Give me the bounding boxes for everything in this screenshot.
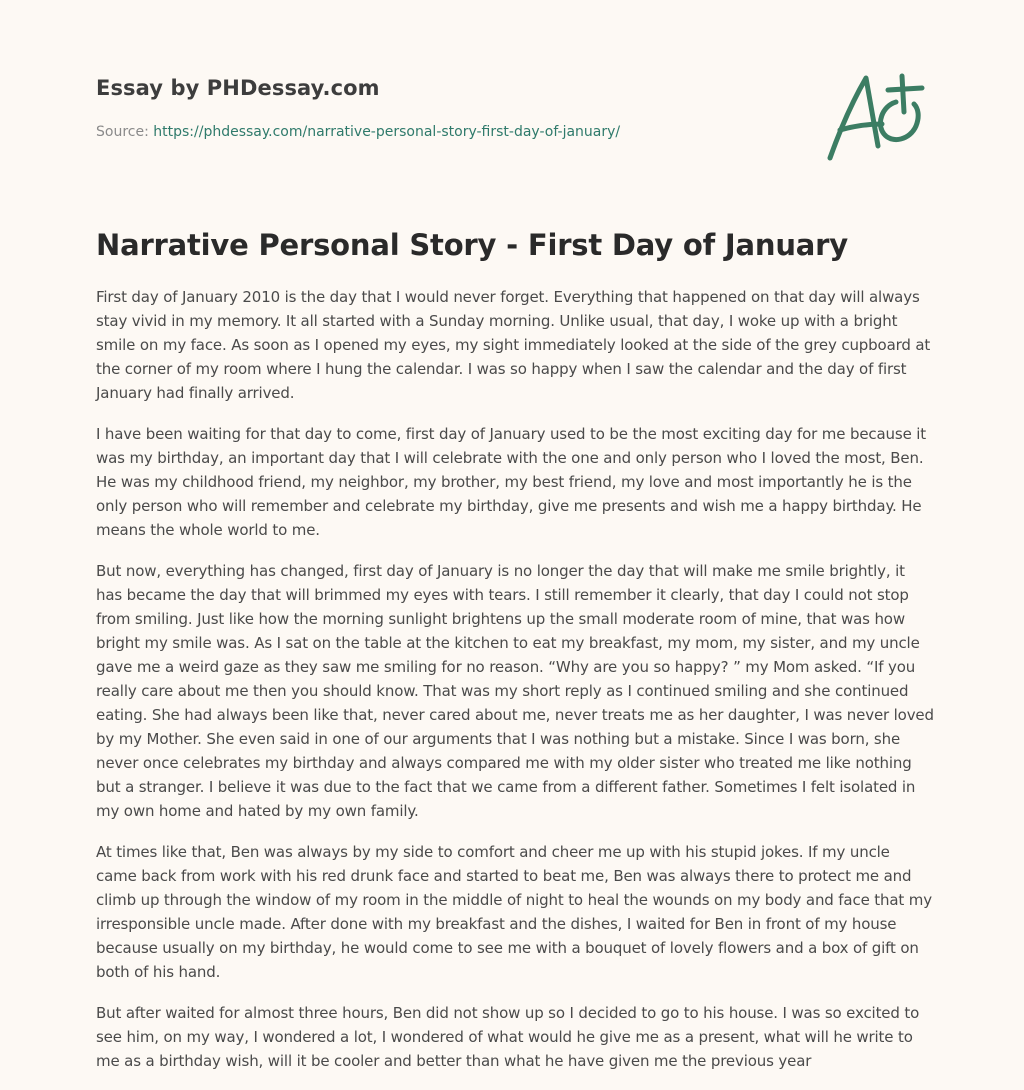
essay-paragraph: I have been waiting for that day to come, first day of January used to be the most exciting day for me because it was my birthday, an important day that I will celebrate with the one and only person who I loved the most, Ben. He was my childhood friend, my neighbor, my brother, my best friend, my love and most importantly he is the only person who will remember and celebrate my birthday, give me presents and wish me a happy birthday. He means the whole world to me. (96, 425, 927, 539)
essay-body (96, 285, 934, 1090)
essay-paragraph: But after waited for almost three hours, Ben did not show up so I decided to go to his house. I was so excited to see him, on my way, I wondered a lot, I wondered of what would he give me as a present, what will he write to me as a birthday wish, will it be cooler and better than what he have given me the previous year (96, 1004, 920, 1070)
essay-paragraph: First day of January 2010 is the day that I would never forget. Everything that happened on that day will always stay vivid in my memory. It all started with a Sunday morning. Unlike usual, that day, I woke up with a bright smile on my face. As soon as I opened my eyes, my sight immediately looked at the side of the grey cupboard at the corner of my room where I hung the calendar. I was so happy when I saw the calendar and the day of first January had finally arrived. (96, 288, 931, 402)
source-link[interactable]: https://phdessay.com/narrative-personal-story-first-day-of-january/ (153, 124, 621, 140)
site-brand[interactable]: Essay by PHDessay.com (96, 76, 380, 100)
essay-paragraph: At times like that, Ben was always by my side to comfort and cheer me up with his stupid jokes. If my uncle came back from work with his red drunk face and started to beat me, Ben was always there to protect me and climb up through the window of my room in the middle of night to heal the wounds on my body and face that my irresponsible uncle made. After done with my breakfast and the dishes, I waited for Ben in front of my house because usually on my birthday, he would come to see me with a bouquet of lovely flowers and a box of gift on both of his hand. (96, 843, 932, 981)
essay-paragraph: But now, everything has changed, first day of January is no longer the day that will make me smile brightly, it has became the day that will brimmed my eyes with tears. I still remember it clearly, that day I could not stop from smiling. Just like how the morning sunlight brightens up the small moderate room of mine, that was how bright my smile was. As I sat on the table at the kitchen to eat my breakfast, my mom, my sister, and my uncle gave me a weird gaze as they saw me smiling for no reason. “Why are you so happy? ” my Mom asked. “If you really care about me then you should know. That was my short reply as I continued smiling and she continued eating. She had always been like that, never cared about me, never treats me as her daughter, I was never loved by my Mother. She even said in one of our arguments that I was nothing but a mistake. Since I was born, she never once celebrates my birthday and always compared me with my older sister who treated me like nothing but a stranger. I believe it was due to the fact that we came from a different father. Sometimes I felt isolated in my own home and hated by my own family. (96, 562, 934, 820)
source-line (96, 124, 620, 140)
essay-title: Narrative Personal Story - First Day of January (96, 228, 848, 262)
a-plus-logo-icon (824, 66, 928, 166)
source-label: Source: (96, 124, 154, 140)
page-header (96, 0, 928, 200)
